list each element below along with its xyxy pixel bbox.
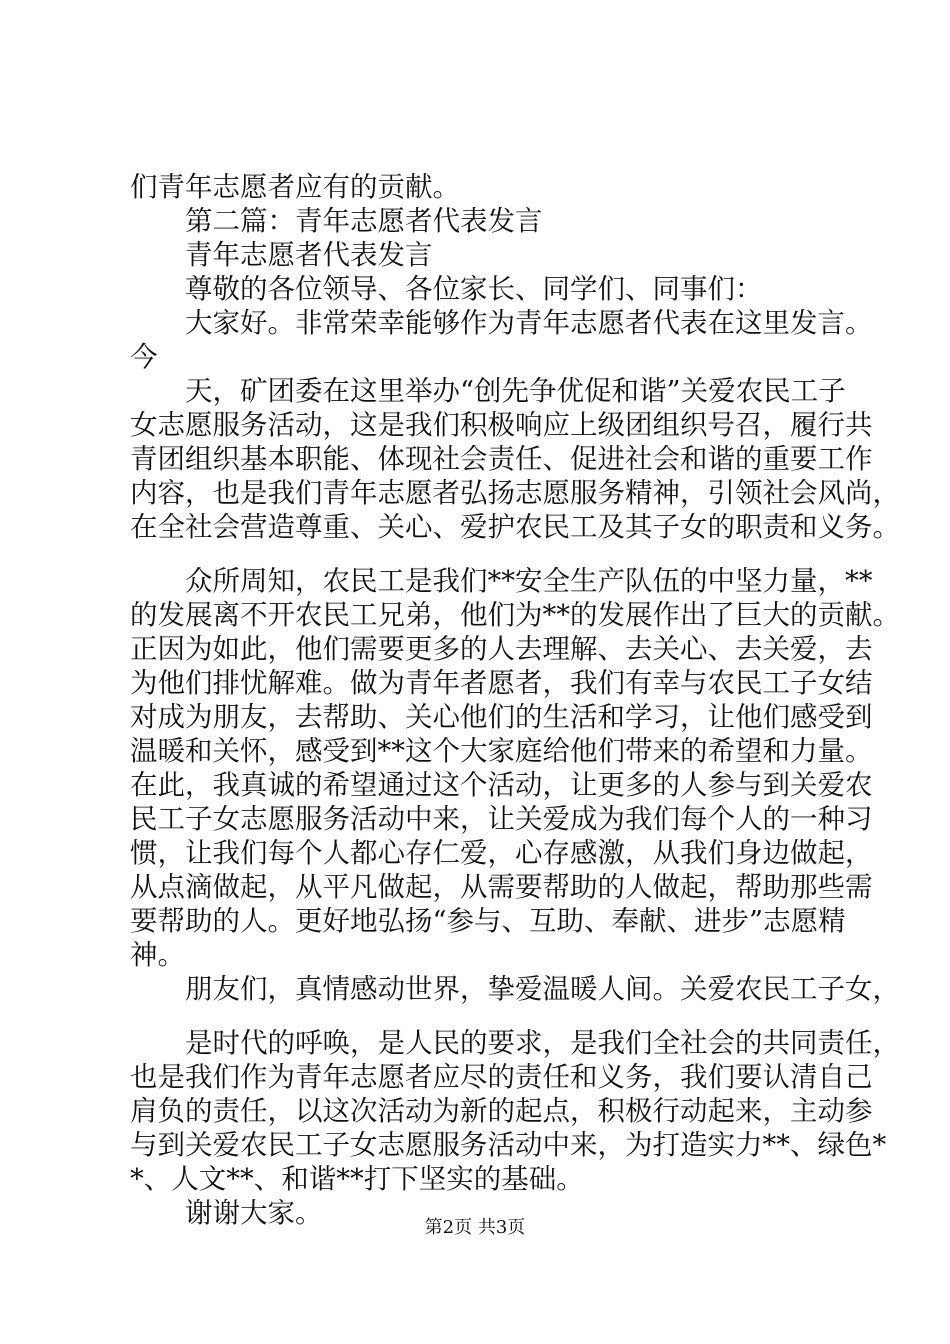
text-line: 第二篇：青年志愿者代表发言: [185, 205, 543, 237]
text-line: 要帮助的人。更好地弘扬“参与、互助、奉献、进步”志愿精: [130, 905, 846, 937]
text-line: 女志愿服务活动，这是我们积极响应上级团组织号召，履行共: [130, 409, 873, 441]
text-line: 谢谢大家。: [185, 1197, 323, 1229]
text-line: 肩负的责任，以这次活动为新的起点，积极行动起来，主动参: [130, 1095, 873, 1127]
text-line: 尊敬的各位领导、各位家长、同学们、同事们：: [185, 273, 763, 305]
text-line: 对成为朋友，去帮助、关心他们的生活和学习，让他们感受到: [130, 701, 873, 733]
text-line: 正因为如此，他们需要更多的人去理解、去关心、去关爱，去: [130, 633, 873, 665]
text-line: 温暖和关怀，感受到**这个大家庭给他们带来的希望和力量。: [130, 735, 873, 767]
text-line: 内容，也是我们青年志愿者弘扬志愿服务精神，引领社会风尚，: [130, 477, 900, 509]
text-line: *、人文**、和谐**打下坚实的基础。: [130, 1163, 584, 1195]
text-line: 民工子女志愿服务活动中来，让关爱成为我们每个人的一种习: [130, 803, 873, 835]
text-line: 在全社会营造尊重、关心、爱护农民工及其子女的职责和义务。: [130, 511, 900, 543]
text-line: 今: [130, 341, 158, 373]
text-line: 的发展离不开农民工兄弟，他们为**的发展作出了巨大的贡献。: [130, 599, 900, 631]
text-line: 青年志愿者代表发言: [185, 239, 433, 271]
page-number-footer: 第2页 共3页: [424, 1217, 526, 1238]
text-line: 是时代的呼唤，是人民的要求，是我们全社会的共同责任，: [185, 1027, 900, 1059]
text-line: 为他们排忧解难。做为青年者愿者，我们有幸与农民工子女结: [130, 667, 873, 699]
text-line: 惯，让我们每个人都心存仁爱，心存感激，从我们身边做起，: [130, 837, 873, 869]
text-line: 神。: [130, 939, 185, 971]
text-line: 从点滴做起，从平凡做起，从需要帮助的人做起，帮助那些需: [130, 871, 873, 903]
text-line: 天，矿团委在这里举办“创先争优促和谐”关爱农民工子: [185, 375, 846, 407]
text-line: 们青年志愿者应有的贡献。: [130, 171, 460, 203]
text-line: 朋友们，真情感动世界，挚爱温暖人间。关爱农民工子女，: [185, 973, 900, 1005]
text-line: 众所周知，农民工是我们**安全生产队伍的中坚力量，**: [185, 565, 873, 597]
text-line: 大家好。非常荣幸能够作为青年志愿者代表在这里发言。: [185, 307, 873, 339]
text-line: 青团组织基本职能、体现社会责任、促进社会和谐的重要工作: [130, 443, 873, 475]
text-line: 与到关爱农民工子女志愿服务活动中来，为打造实力**、绿色*: [130, 1129, 887, 1161]
text-line: 也是我们作为青年志愿者应尽的责任和义务，我们要认清自己: [130, 1061, 873, 1093]
text-line: 在此，我真诚的希望通过这个活动，让更多的人参与到关爱农: [130, 769, 873, 801]
